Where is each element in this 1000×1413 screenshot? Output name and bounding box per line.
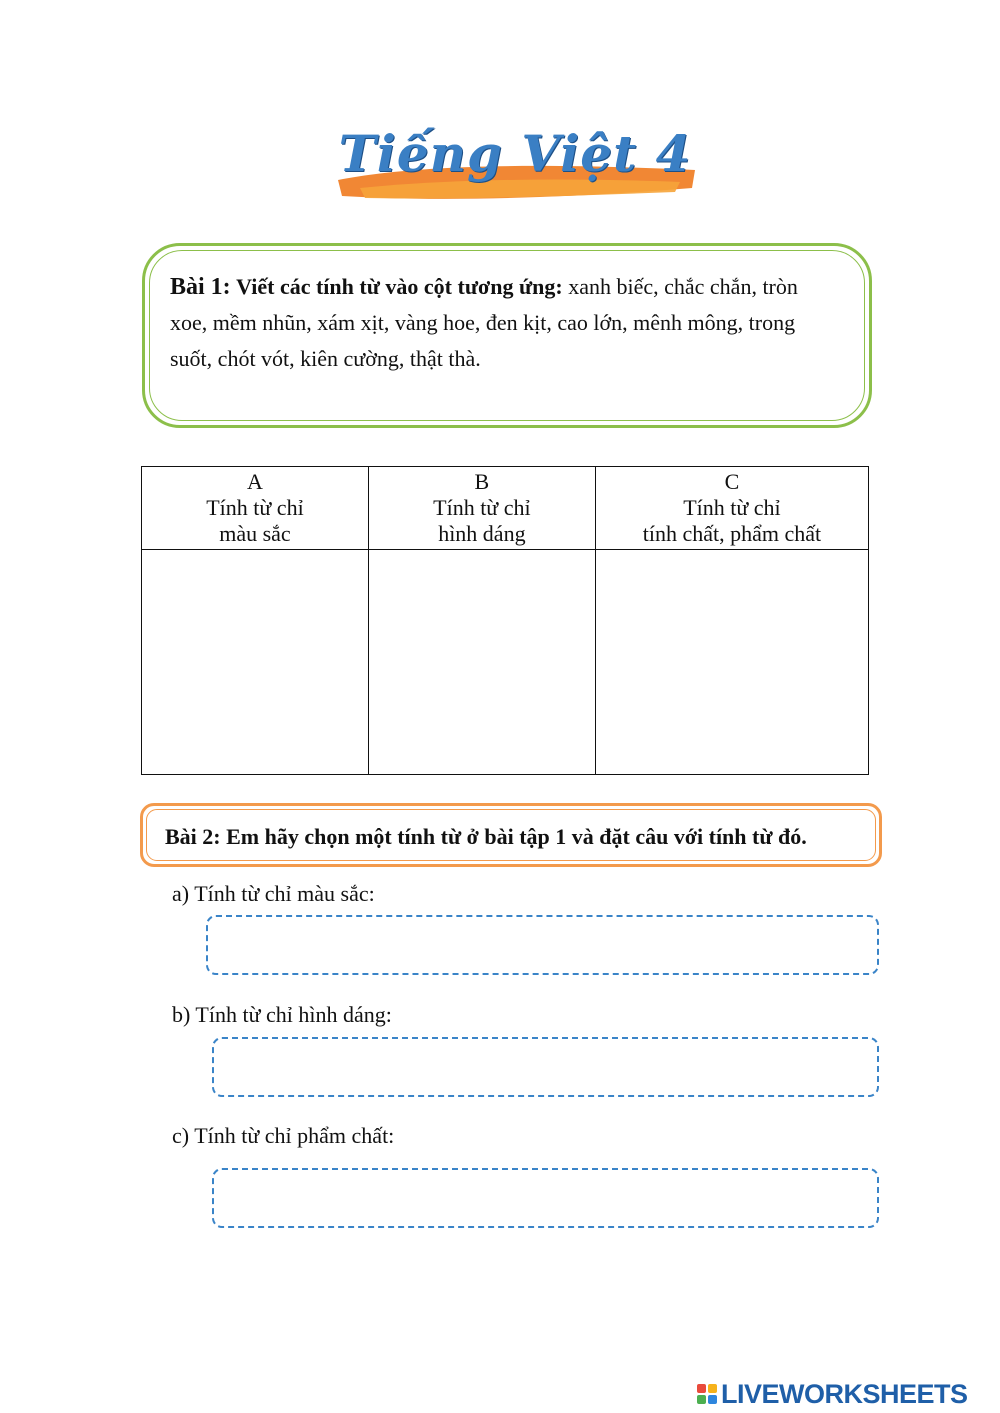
answer-input-b[interactable] (212, 1037, 879, 1097)
answer-input-c[interactable] (212, 1168, 879, 1228)
column-header-a: A Tính từ chỉ màu sắc (142, 467, 369, 550)
exercise-1-box (142, 243, 872, 428)
answer-cell-quality[interactable] (595, 550, 868, 775)
answer-cell-shape[interactable] (368, 550, 595, 775)
liveworksheets-wordmark: LIVEWORKSHEETS (721, 1378, 968, 1409)
question-c-label: c) Tính từ chỉ phẩm chất: (172, 1123, 395, 1148)
liveworksheets-branding (697, 1378, 968, 1410)
exercise-2-heading: Bài 2: Em hãy chọn một tính từ ở bài tập 1 và đặt câu với tính từ đó. (165, 824, 807, 849)
exercise-2-box (140, 803, 882, 867)
answer-cell-color[interactable] (142, 550, 369, 775)
answer-input-a[interactable] (206, 915, 879, 975)
exercise-1-word-list: xanh biếc, chắc chắn, tròn xoe, mềm nhũn, xám xịt, vàng hoe, đen kịt, cao lớn, mênh mông, trong suốt, chót vót, kiên cường, thật thà. (170, 274, 798, 371)
table-header-row (142, 467, 869, 550)
column-header-c: C Tính từ chỉ tính chất, phẩm chất (595, 467, 868, 550)
column-header-b: B Tính từ chỉ hình dáng (368, 467, 595, 550)
liveworksheets-logo-icon (697, 1384, 717, 1404)
exercise-1-instruction: Viết các tính từ vào cột tương ứng: (236, 274, 563, 299)
adjective-classification-table (141, 466, 869, 775)
worksheet-title: Tiếng Việt 4 (338, 124, 692, 183)
question-a-label: a) Tính từ chỉ màu sắc: (172, 881, 375, 906)
exercise-1-label: Bài 1: (170, 274, 231, 300)
question-b-label: b) Tính từ chỉ hình dáng: (172, 1002, 392, 1027)
exercise-1-text (170, 269, 840, 377)
table-answer-row (142, 550, 869, 775)
worksheet-title-banner (320, 118, 710, 208)
